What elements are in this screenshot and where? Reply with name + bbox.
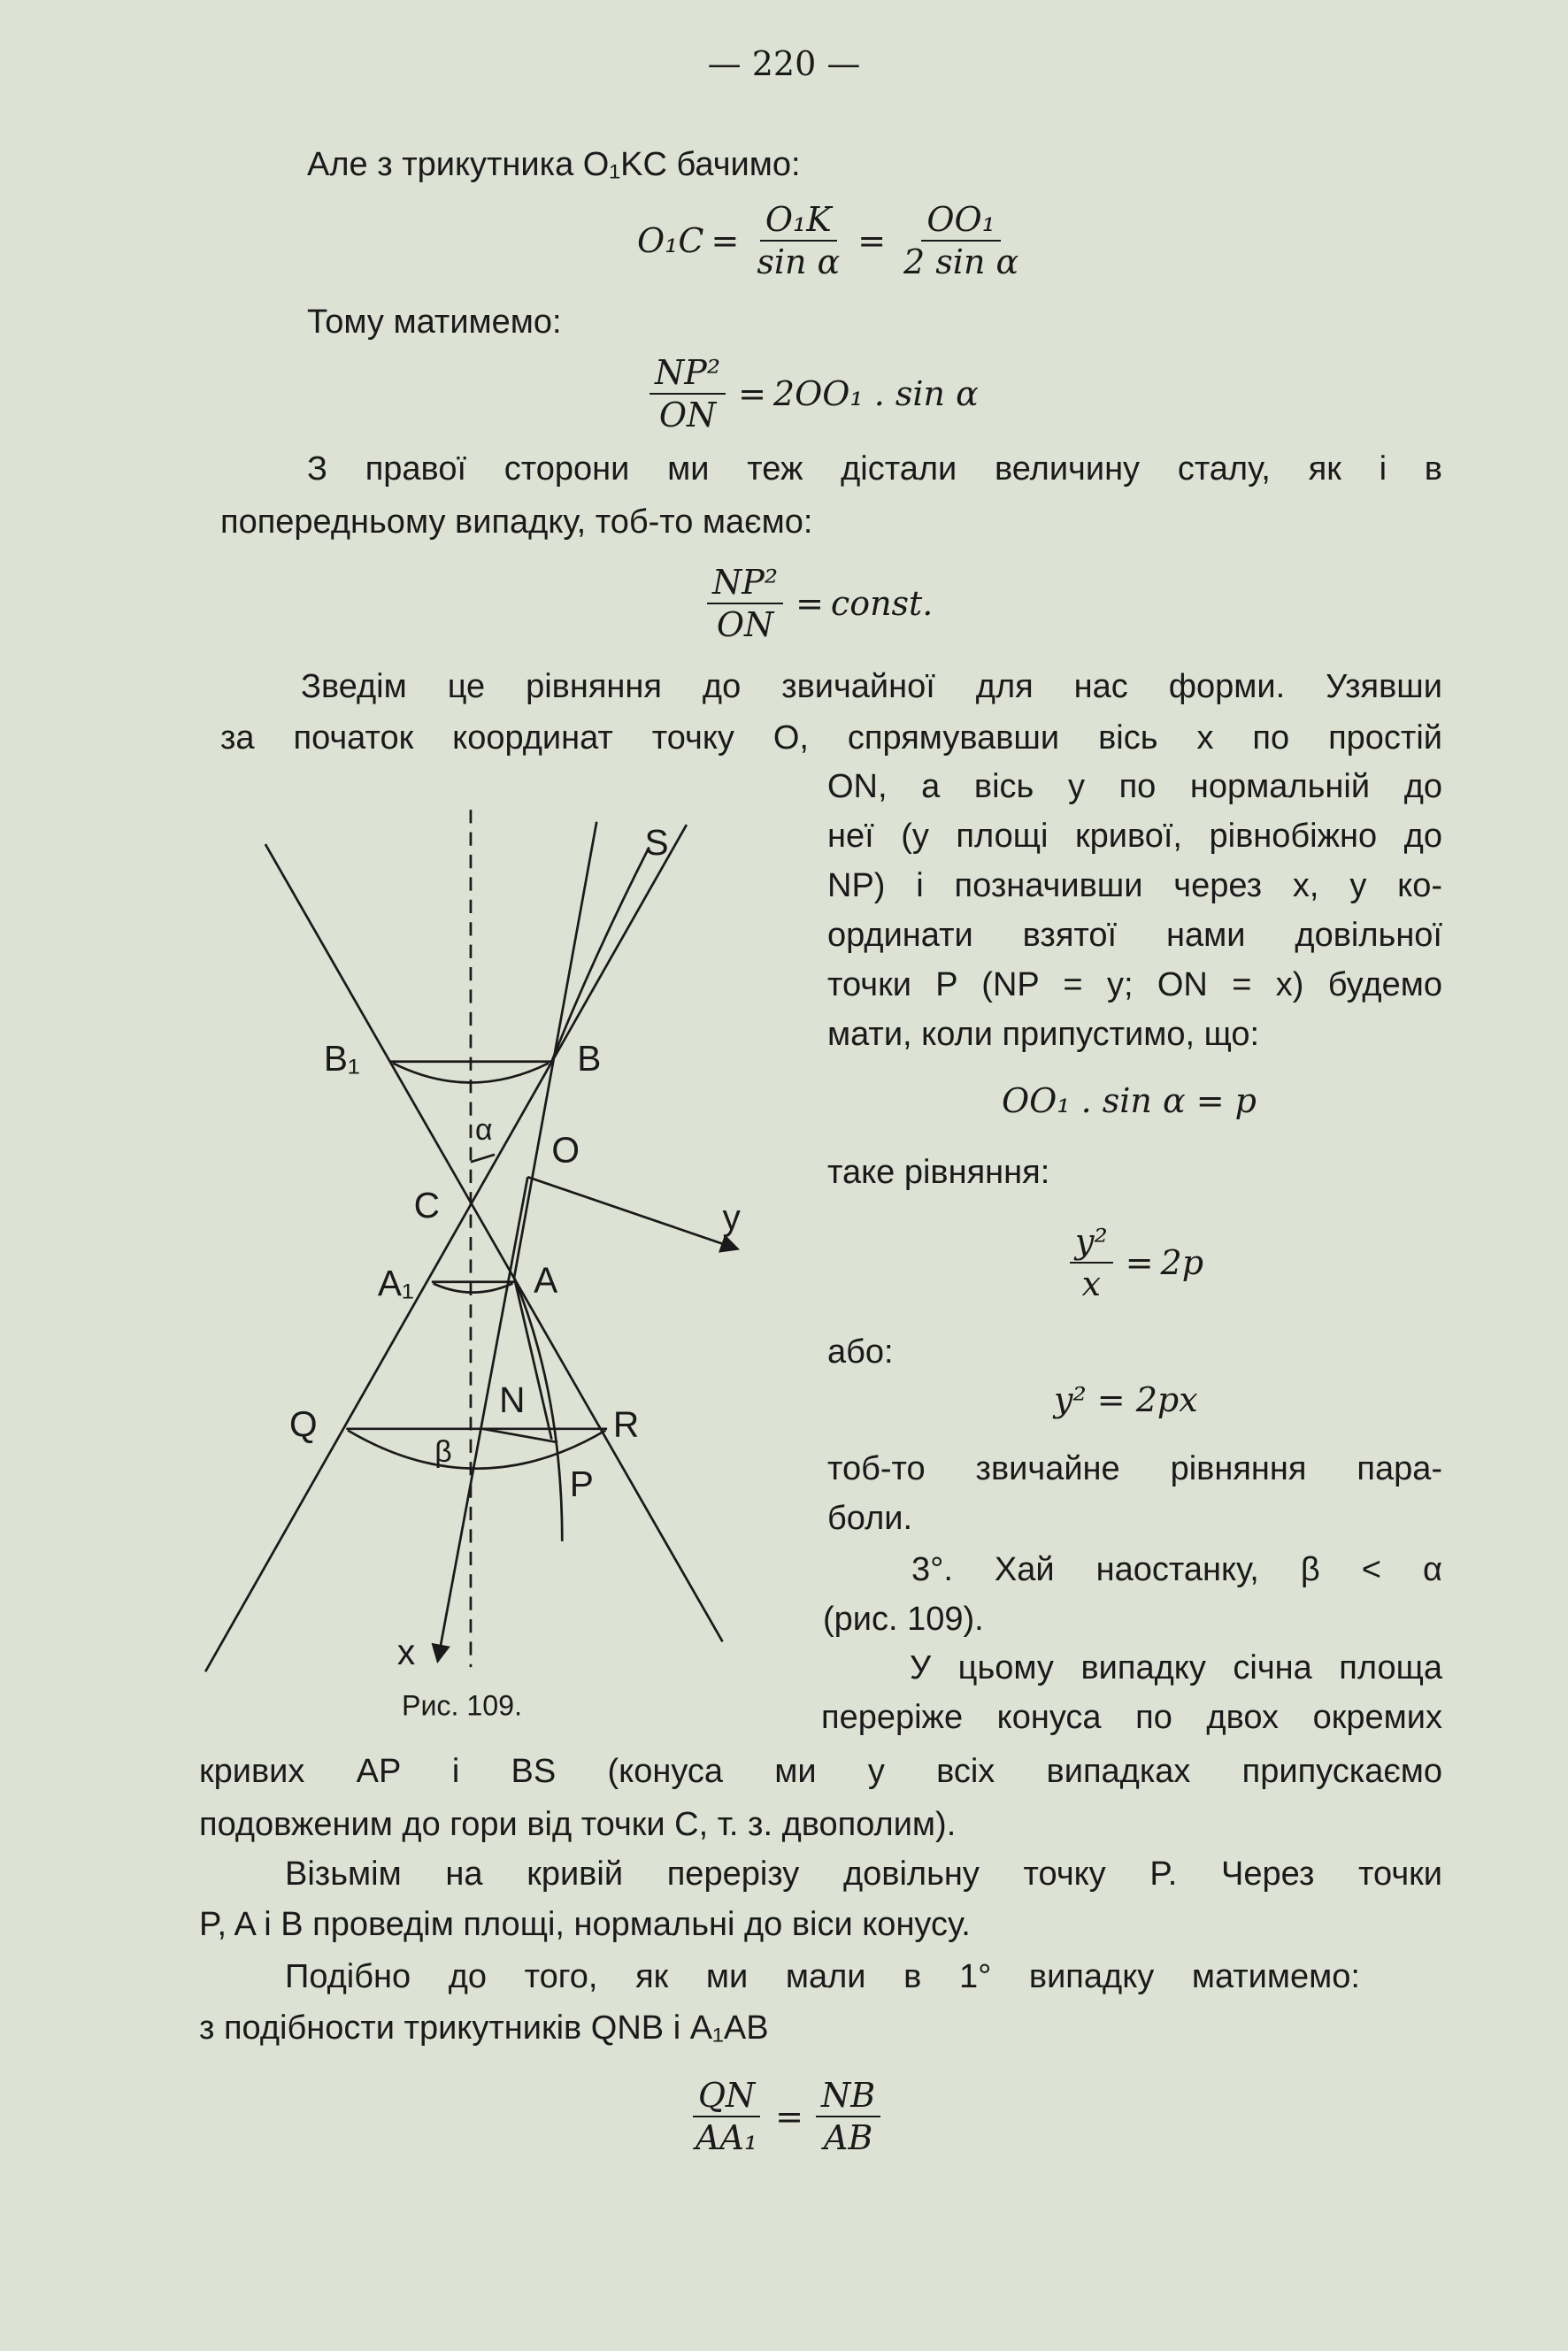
- label-q: Q: [288, 1403, 318, 1445]
- formula-parabola: y² = 2px: [1054, 1380, 1198, 1419]
- text-line: ординати взятої нами довільної: [827, 917, 1442, 954]
- text-line: точки P (NP = y; ON = x) будемо: [827, 966, 1442, 1003]
- line-np: [482, 1429, 557, 1442]
- text-line: боли.: [827, 1500, 913, 1537]
- text-line: тоб-то звичайне рівняння пара-: [827, 1450, 1442, 1487]
- page-number: — 220 —: [707, 44, 861, 83]
- numerator: NB: [816, 2075, 880, 2117]
- cone-generator: [265, 844, 723, 1641]
- label-b: B: [577, 1037, 602, 1079]
- curve-bs: [551, 847, 649, 1061]
- text-line: мати, коли припустимо, що:: [827, 1016, 1260, 1053]
- cone-generator: [205, 825, 687, 1671]
- formula-term: 2OO₁ . sin α: [772, 374, 979, 413]
- text-line: Тому матимемо:: [307, 303, 562, 341]
- label-o: O: [551, 1129, 580, 1171]
- angle-alpha-mark: [471, 1155, 495, 1162]
- formula-operator: =: [1125, 1243, 1154, 1282]
- label-n: N: [499, 1379, 526, 1421]
- text-line: ON, а вісь y по нормальній до: [827, 768, 1442, 805]
- formula-operator: =: [796, 584, 824, 623]
- text-line: Візьмім на кривій перерізу довільну точку P. Через точки: [285, 1855, 1442, 1893]
- text-line: 3°. Хай наостанку, β < α: [911, 1551, 1442, 1588]
- text-line: таке рівняння:: [827, 1154, 1050, 1191]
- formula-operator: =: [775, 2097, 803, 2136]
- denominator: AB: [823, 2118, 873, 2157]
- text-line: за початок координат точку O, спрямувавши вісь x по простій: [220, 719, 1442, 757]
- denominator: ON: [658, 396, 717, 434]
- formula-operator: =: [857, 221, 887, 260]
- text-line: Але з трикутника O₁KC бачимо:: [307, 146, 801, 183]
- label-b1: B₁: [323, 1037, 360, 1079]
- y-axis-arrow: [527, 1177, 737, 1248]
- formula-operator: =: [738, 374, 766, 413]
- formula-term: O₁C: [637, 221, 704, 260]
- formula-term: const.: [830, 584, 934, 623]
- text-line: (рис. 109).: [823, 1601, 984, 1638]
- numerator: OO₁: [921, 199, 1001, 242]
- formula-p: OO₁ . sin α = p: [1002, 1081, 1257, 1120]
- numerator: QN: [693, 2075, 760, 2117]
- label-x: x: [396, 1631, 416, 1672]
- text-line: У цьому випадку січна площа: [910, 1649, 1442, 1686]
- label-s: S: [644, 821, 669, 863]
- numerator: y²: [1070, 1221, 1113, 1264]
- denominator: sin α: [757, 242, 841, 281]
- denominator: ON: [716, 605, 774, 644]
- label-a: A: [534, 1259, 558, 1301]
- numerator: NP²: [649, 352, 726, 395]
- formula-operator: =: [711, 221, 740, 260]
- label-c: C: [413, 1184, 440, 1225]
- denominator: 2 sin α: [903, 242, 1019, 281]
- label-alpha: α: [475, 1112, 493, 1147]
- text-line: Подібно до того, як ми мали в 1° випадку матимемо:: [285, 1958, 1360, 1995]
- formula-term: 2p: [1160, 1243, 1204, 1282]
- label-beta: β: [434, 1435, 452, 1470]
- numerator: O₁K: [760, 199, 837, 242]
- label-p: P: [569, 1464, 594, 1505]
- text-line: NP) і позначивши через x, y ко-: [827, 867, 1442, 904]
- text-line: P, A і B проведім площі, нормальні до віси конусу.: [199, 1906, 971, 1943]
- text-line: подовженим до гори від точки C, т. з. двополим).: [199, 1806, 957, 1843]
- text-line: кривих AP і BS (конуса ми у всіх випадках припускаємо: [199, 1753, 1442, 1790]
- figure-caption: Рис. 109.: [402, 1689, 523, 1722]
- text-line: або:: [827, 1333, 894, 1371]
- label-r: R: [612, 1403, 640, 1445]
- text-line: неї (у площі кривої, рівнобіжно до: [827, 818, 1442, 855]
- text-line: переріже конуса по двох окремих: [821, 1699, 1442, 1736]
- text-line: З правої сторони ми теж дістали величину сталу, як і в: [307, 450, 1442, 488]
- denominator: AA₁: [696, 2118, 758, 2157]
- text-line: попередньому випадку, тоб-то маємо:: [220, 503, 813, 541]
- text-line: Зведім це рівняння до звичайної для нас форми. Узявши: [301, 668, 1442, 705]
- text-line: з подібности трикутників QNB і A₁AB: [199, 2009, 769, 2047]
- arc-a1a: [434, 1283, 513, 1292]
- label-y: y: [722, 1196, 741, 1238]
- numerator: NP²: [707, 562, 783, 604]
- label-a1: A₁: [377, 1263, 414, 1304]
- denominator: x: [1081, 1264, 1102, 1303]
